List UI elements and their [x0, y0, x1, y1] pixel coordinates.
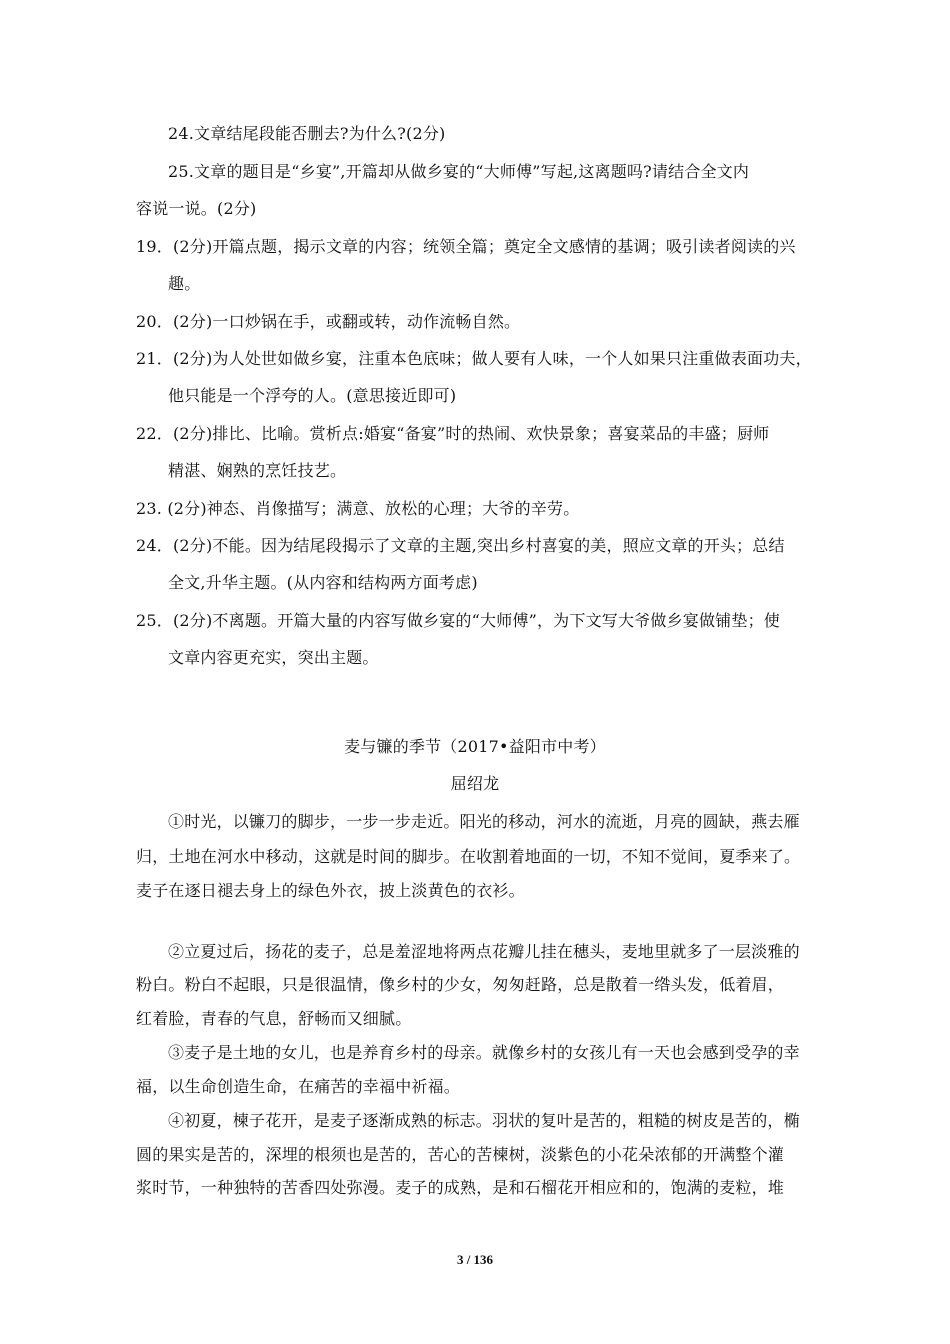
question-25: 25.文章的题目是“乡宴”,开篇却从做乡宴的“大师傅”写起,这离题吗?请结合全文内 — [168, 162, 750, 181]
article-author: 屈绍龙 — [450, 774, 500, 793]
paragraph-1-line-2: 归，土地在河水中移动，这就是时间的脚步。在收割着地面的一切，不知不觉间，夏季来了。 — [136, 847, 801, 866]
answer-20: 20．(2分)一口炒锅在手，或翻或转，动作流畅自然。 — [136, 312, 521, 331]
answer-23: 23. (2分)神态、肖像描写；满意、放松的心理；大爷的辛劳。 — [136, 499, 580, 518]
paragraph-3-line-1: ③麦子是土地的女儿，也是养育乡村的母亲。就像乡村的女孩儿有一天也会感到受孕的幸 — [168, 1043, 800, 1062]
answer-25-cont: 文章内容更充实，突出主题。 — [168, 648, 379, 667]
answer-24: 24．(2分)不能。因为结尾段揭示了文章的主题,突出乡村喜宴的美，照应文章的开头；总结 — [136, 536, 785, 555]
answer-25: 25．(2分)不离题。开篇大量的内容写做乡宴的“大师傅”，为下文写大爷做乡宴做铺垫；使 — [136, 611, 780, 630]
answer-19-cont: 趣。 — [168, 274, 201, 293]
paragraph-2-line-3: 红着脸，青春的气息，舒畅而又细腻。 — [136, 1009, 412, 1028]
paragraph-1-line-3: 麦子在逐日褪去身上的绿色外衣，披上淡黄色的衣衫。 — [136, 881, 525, 900]
paragraph-4-line-2: 圆的果实是苦的，深埋的根须也是苦的，苦心的苦楝树，淡紫色的小花朵浓郁的开满整个灌 — [136, 1145, 785, 1164]
paragraph-3-line-2: 福，以生命创造生命，在痛苦的幸福中祈福。 — [136, 1077, 461, 1096]
answer-19: 19．(2分)开篇点题，揭示文章的内容；统领全篇；奠定全文感情的基调；吸引读者阅读的兴 — [136, 237, 796, 256]
paragraph-4-line-1: ④初夏，楝子花开，是麦子逐渐成熟的标志。羽状的复叶是苦的，粗糙的树皮是苦的，椭 — [168, 1111, 800, 1130]
answer-21: 21．(2分)为人处世如做乡宴，注重本色底味；做人要有人味，一个人如果只注重做表面功夫， — [136, 349, 812, 368]
question-24: 24.文章结尾段能否删去?为什么?(2分) — [168, 124, 446, 143]
paragraph-1-line-1: ①时光，以镰刀的脚步，一步一步走近。阳光的移动，河水的流逝，月亮的圆缺，燕去雁 — [168, 812, 800, 831]
page-number: 3 / 136 — [456, 1252, 494, 1267]
article-title: 麦与镰的季节（2017•益阳市中考） — [344, 737, 606, 756]
question-25-cont: 容说一说。(2分) — [136, 199, 257, 218]
answer-22-cont: 精湛、娴熟的烹饪技艺。 — [168, 461, 347, 480]
paragraph-2-line-1: ②立夏过后，扬花的麦子，总是羞涩地将两点花瓣儿挂在穗头，麦地里就多了一层淡雅的 — [168, 942, 800, 961]
paragraph-2-line-2: 粉白。粉白不起眼，只是很温情，像乡村的少女，匆匆赶路，总是散着一绺头发，低着眉， — [136, 975, 785, 994]
answer-21-cont: 他只能是一个浮夸的人。(意思接近即可) — [168, 386, 457, 405]
answer-24-cont: 全文,升华主题。(从内容和结构两方面考虑) — [168, 573, 478, 592]
answer-22: 22．(2分)排比、比喻。赏析点:婚宴“备宴”时的热闹、欢快景象；喜宴菜品的丰盛；厨师 — [136, 424, 770, 443]
paragraph-4-line-3: 浆时节，一种独特的苦香四处弥漫。麦子的成熟，是和石榴花开相应和的，饱满的麦粒，堆 — [136, 1178, 785, 1197]
